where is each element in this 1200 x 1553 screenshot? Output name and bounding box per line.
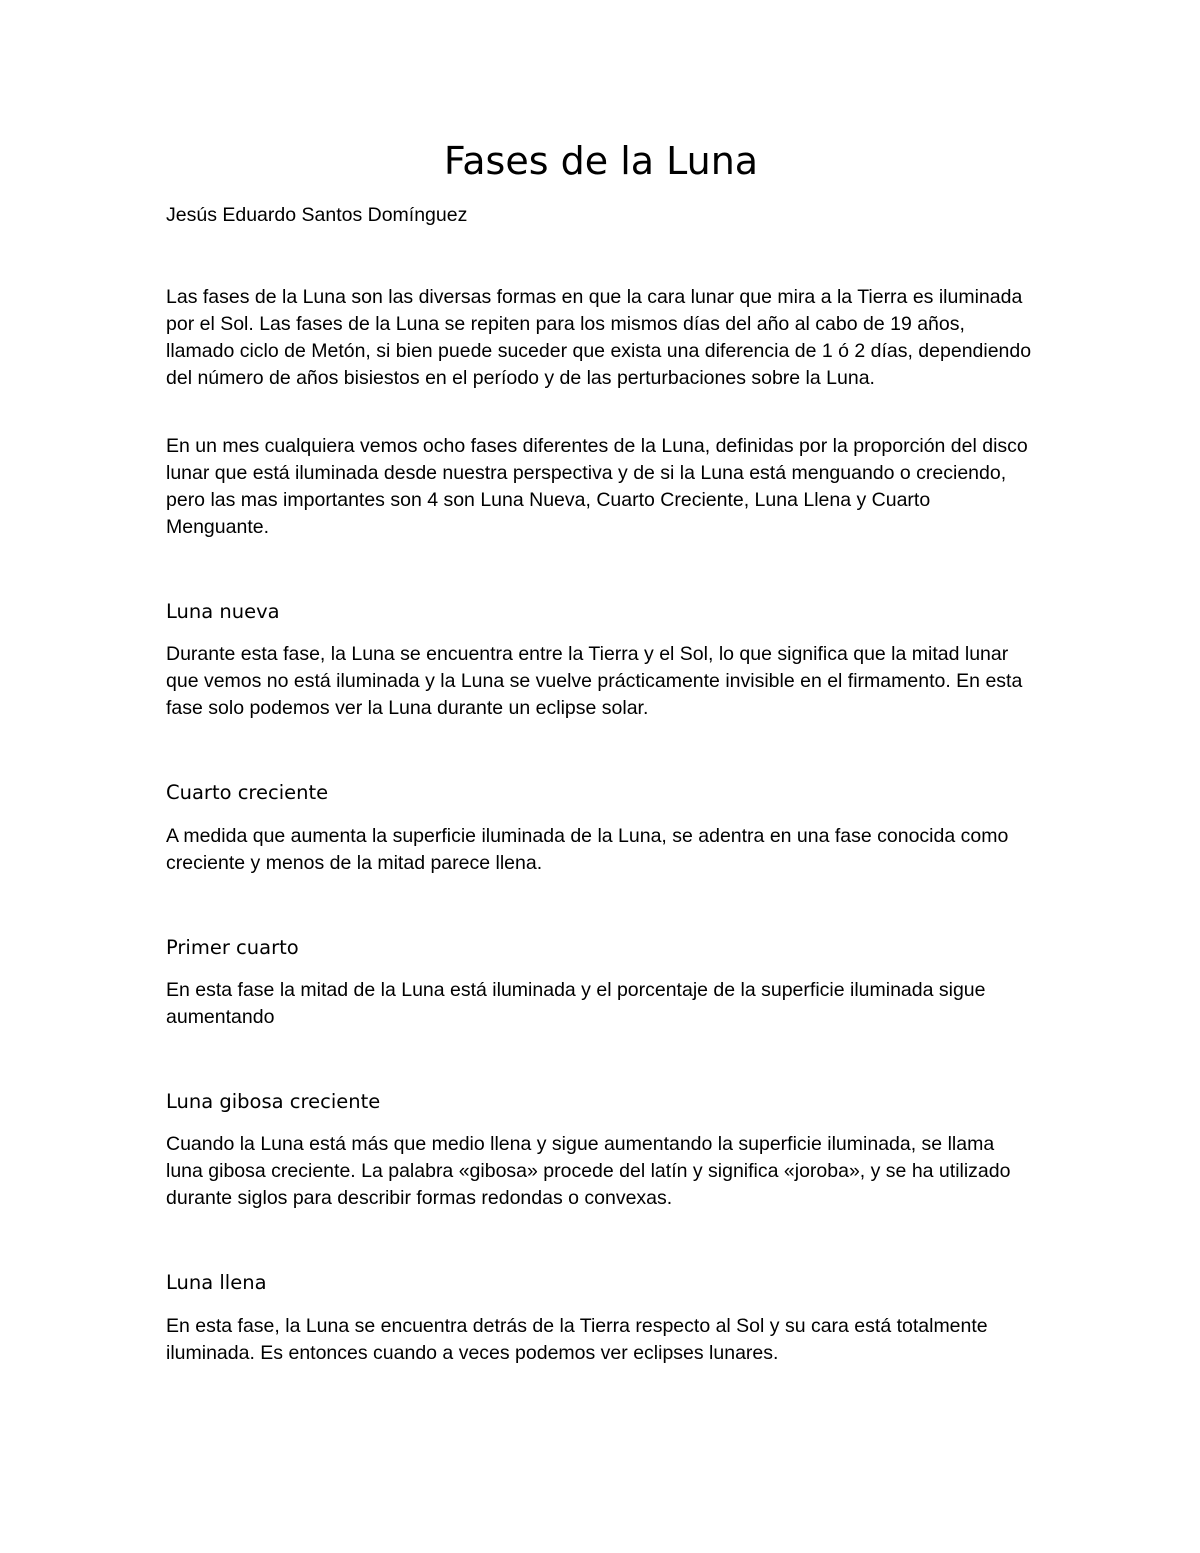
section-heading-luna-gibosa-creciente: Luna gibosa creciente (166, 1090, 381, 1113)
intro-paragraph: En un mes cualquiera vemos ocho fases diferentes de la Luna, definidas por la proporción del disco lunar que está iluminada desde nuestra perspectiva y de si la Luna está menguando o creciendo, pero las mas importantes son 4 son Luna Nueva, Cuarto Creciente, Luna Llena y Cuarto Menguante. (166, 435, 1028, 538)
section-paragraph-luna-nueva: Durante esta fase, la Luna se encuentra entre la Tierra y el Sol, lo que significa que la mitad lunar que vemos no está iluminada y la Luna se vuelve prácticamente invisible en el firmamento. En esta fase solo podemos ver la Luna durante un eclipse solar. (166, 643, 1023, 719)
intro-paragraph: Las fases de la Luna son las diversas formas en que la cara lunar que mira a la Tierra es iluminada por el Sol. Las fases de la Luna se repiten para los mismos días del año al cabo de 19 años, llamado ciclo de Metón, si bien puede suceder que exista una diferencia de 1 ó 2 días, dependiendo del número de años bisiestos en el período y de las perturbaciones sobre la Luna. (166, 286, 1032, 389)
section-heading-luna-nueva: Luna nueva (166, 600, 280, 623)
document-author: Jesús Eduardo Santos Domínguez (166, 204, 468, 226)
section-paragraph-luna-gibosa-creciente: Cuando la Luna está más que medio llena y sigue aumentando la superficie iluminada, se llama luna gibosa creciente. La palabra «gibosa» procede del latín y significa «joroba», y se ha utilizado durante siglos para describir formas redondas o convexas. (166, 1133, 1011, 1209)
section-paragraph-luna-llena: En esta fase, la Luna se encuentra detrás de la Tierra respecto al Sol y su cara está totalmente iluminada. Es entonces cuando a veces podemos ver eclipses lunares. (166, 1315, 988, 1364)
section-paragraph-cuarto-creciente: A medida que aumenta la superficie iluminada de la Luna, se adentra en una fase conocida como creciente y menos de la mitad parece llena. (166, 825, 1009, 874)
section-heading-cuarto-creciente: Cuarto creciente (166, 781, 329, 804)
section-paragraph-primer-cuarto: En esta fase la mitad de la Luna está iluminada y el porcentaje de la superficie iluminada sigue aumentando (166, 979, 986, 1028)
document-title: Fases de la Luna (443, 139, 759, 183)
section-heading-primer-cuarto: Primer cuarto (166, 936, 299, 959)
section-heading-luna-llena: Luna llena (166, 1271, 267, 1294)
